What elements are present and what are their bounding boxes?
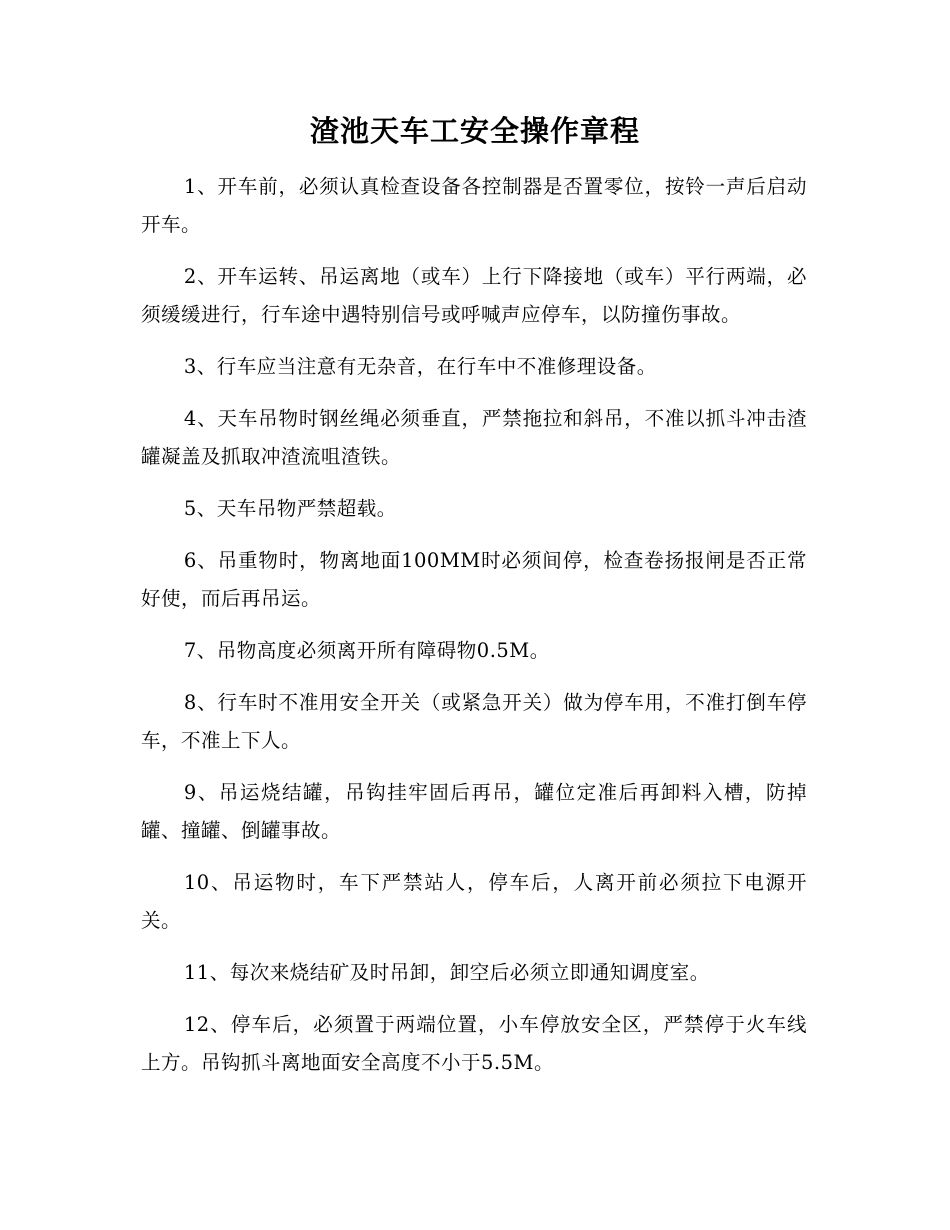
paragraph-9: 9、吊运烧结罐，吊钩挂牢固后再吊，罐位定准后再卸料入槽，防掉罐、撞罐、倒罐事故。 bbox=[141, 781, 807, 842]
paragraph-12: 12、停车后，必须置于两端位置，小车停放安全区，严禁停于火车线上方。吊钩抓斗离地面安全高度不小于5.5M。 bbox=[141, 1013, 807, 1074]
paragraph-11: 11、每次来烧结矿及时吊卸，卸空后必须立即通知调度室。 bbox=[183, 961, 710, 984]
paragraph-2: 2、开车运转、吊运离地（或车）上行下降接地（或车）平行两端，必须缓缓进行，行车途中遇特别信号或呼喊声应停车，以防撞伤事故。 bbox=[141, 265, 807, 326]
paragraph-8: 8、行车时不准用安全开关（或紧急开关）做为停车用，不准打倒车停车，不准上下人。 bbox=[141, 691, 807, 752]
paragraph-3: 3、行车应当注意有无杂音，在行车中不准修理设备。 bbox=[183, 355, 657, 378]
paragraph-1: 1、开车前，必须认真检查设备各控制器是否置零位，按铃一声后启动开车。 bbox=[141, 175, 807, 236]
document-title: 渣池天车工安全操作章程 bbox=[309, 114, 640, 148]
document-body bbox=[141, 168, 807, 1096]
paragraph-5: 5、天车吊物严禁超载。 bbox=[183, 497, 397, 520]
paragraph-4: 4、天车吊物时钢丝绳必须垂直，严禁拖拉和斜吊，不准以抓斗冲击渣罐凝盖及抓取冲渣流咀渣铁。 bbox=[141, 407, 807, 468]
paragraph-10: 10、吊运物时，车下严禁站人，停车后，人离开前必须拉下电源开关。 bbox=[141, 871, 807, 932]
paragraph-7: 7、吊物高度必须离开所有障碍物0.5M。 bbox=[183, 639, 550, 662]
paragraph-6: 6、吊重物时，物离地面100MM时必须间停，检查卷扬报闸是否正常好使，而后再吊运。 bbox=[141, 549, 807, 610]
